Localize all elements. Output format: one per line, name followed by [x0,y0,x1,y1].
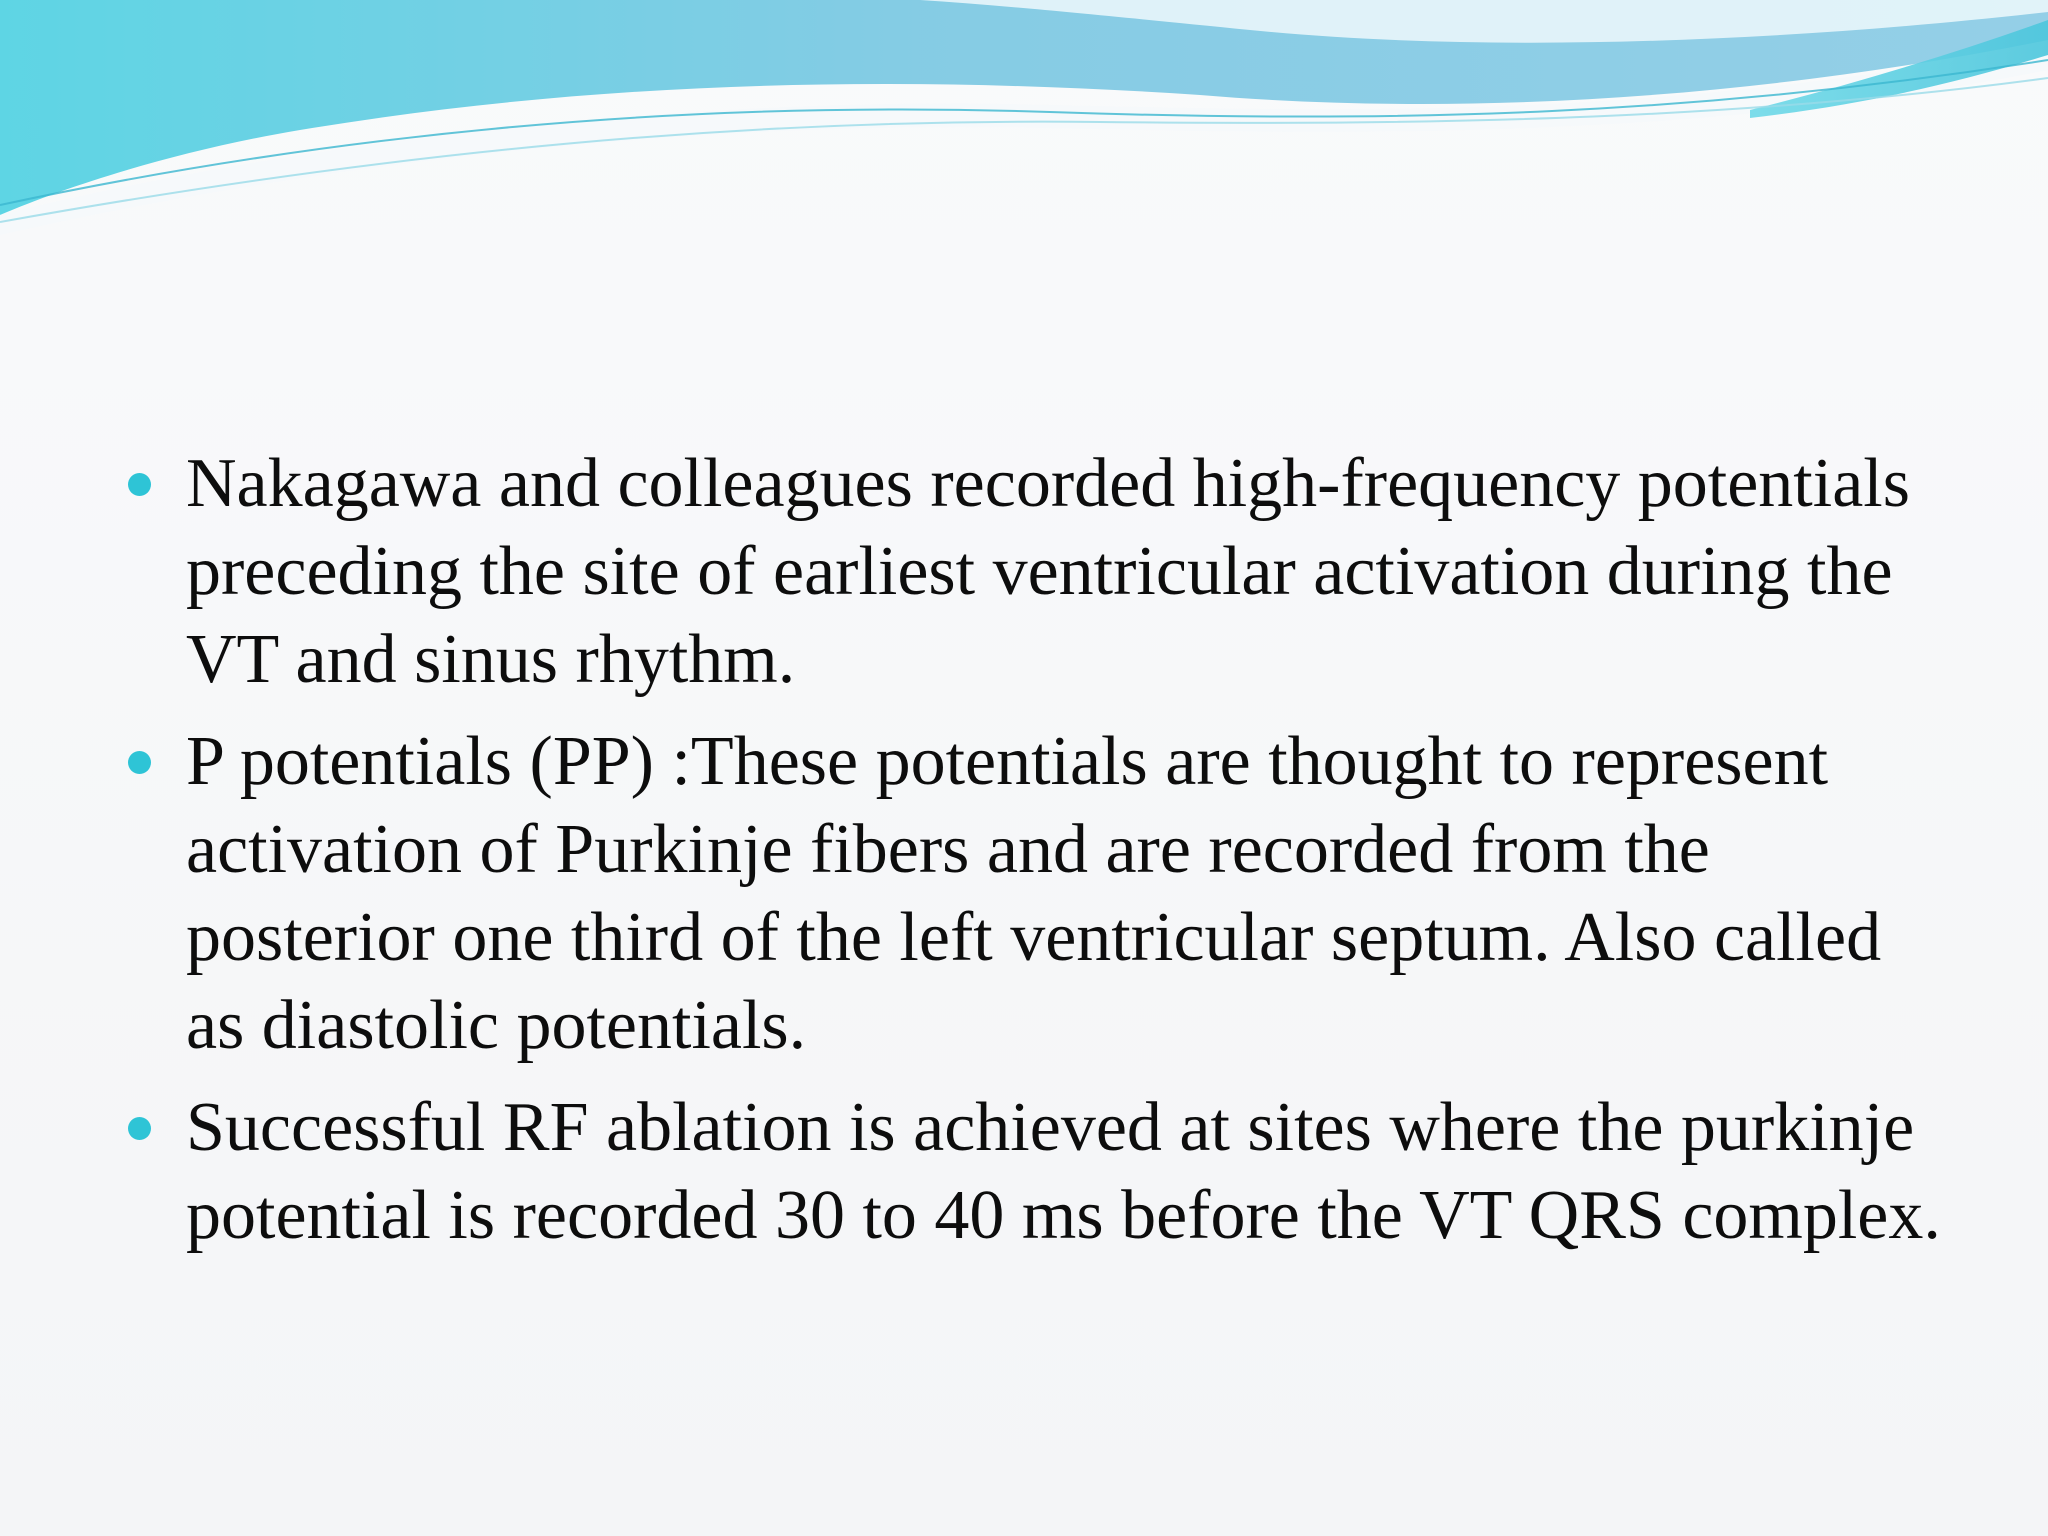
bullet-list [128,440,1948,1260]
bullet-text: Nakagawa and colleagues recorded high-frequency potentials preceding the site of earliest ventricular activation during the VT and sinus rhythm. [186,445,1910,698]
slide-content [128,440,1948,1274]
bullet-item [128,1084,1948,1260]
bullet-text: P potentials (PP) :These potentials are thought to represent activation of Purkinje fibers and are recorded from the posterior one third of the left ventricular septum. Also called as diastolic potentials. [186,723,1882,1064]
bullet-dot-icon [128,751,151,774]
bullet-dot-icon [128,473,151,496]
bullet-dot-icon [128,1117,151,1140]
wave-header-decoration [0,0,2048,240]
bullet-text: Successful RF ablation is achieved at sites where the purkinje potential is recorded 30 to 40 ms before the VT QRS complex. [186,1089,1941,1254]
bullet-item [128,718,1948,1070]
bullet-item [128,440,1948,704]
